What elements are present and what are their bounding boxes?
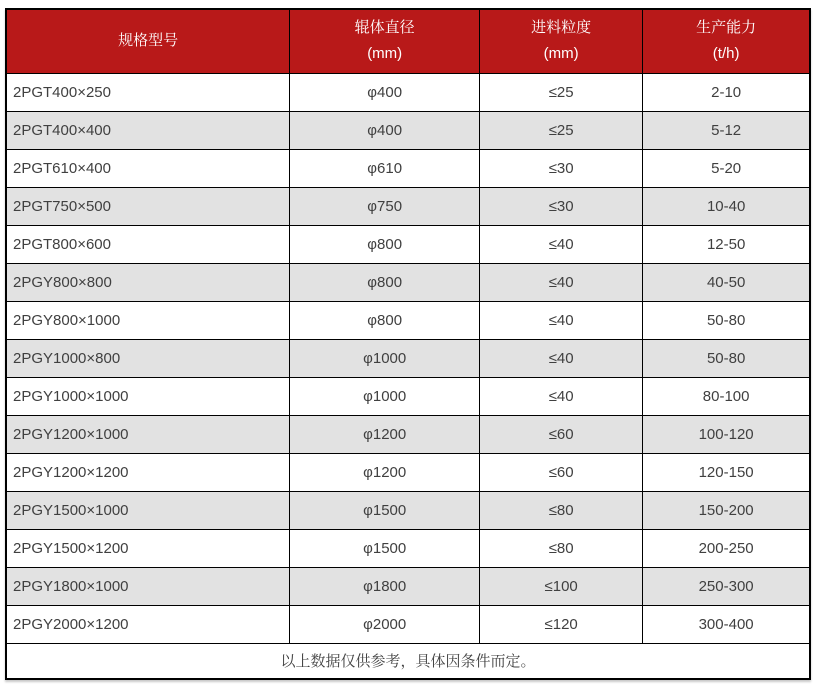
cell-capacity: 150-200 [643, 491, 810, 529]
header-model [6, 9, 290, 73]
cell-feed-size: ≤80 [480, 491, 643, 529]
table-row [6, 187, 810, 225]
cell-model: 2PGY1500×1000 [6, 491, 290, 529]
table-row [6, 73, 810, 111]
cell-roller-diameter: φ800 [290, 225, 480, 263]
cell-capacity: 300-400 [643, 605, 810, 643]
header-model-title: 规格型号 [118, 32, 179, 50]
header-feed-size-unit: (mm) [543, 45, 579, 63]
cell-roller-diameter: φ1200 [290, 453, 480, 491]
cell-roller-diameter: φ1500 [290, 491, 480, 529]
table-body [6, 73, 810, 643]
cell-feed-size: ≤40 [480, 339, 643, 377]
cell-model: 2PGY1200×1200 [6, 453, 290, 491]
cell-feed-size: ≤120 [480, 605, 643, 643]
cell-capacity: 50-80 [643, 301, 810, 339]
table-row [6, 339, 810, 377]
cell-feed-size: ≤60 [480, 453, 643, 491]
table-row [6, 605, 810, 643]
cell-capacity: 120-150 [643, 453, 810, 491]
cell-feed-size: ≤30 [480, 149, 643, 187]
cell-model: 2PGY1500×1200 [6, 529, 290, 567]
cell-feed-size: ≤60 [480, 415, 643, 453]
cell-model: 2PGY2000×1200 [6, 605, 290, 643]
cell-model: 2PGY1000×1000 [6, 377, 290, 415]
table-row [6, 377, 810, 415]
table-row [6, 111, 810, 149]
cell-model: 2PGY800×800 [6, 263, 290, 301]
table-row [6, 453, 810, 491]
cell-model: 2PGT400×250 [6, 73, 290, 111]
table-row [6, 415, 810, 453]
header-capacity-unit: (t/h) [712, 45, 740, 63]
header-row [6, 9, 810, 73]
cell-capacity: 5-20 [643, 149, 810, 187]
cell-model: 2PGT610×400 [6, 149, 290, 187]
cell-feed-size: ≤40 [480, 377, 643, 415]
cell-capacity: 2-10 [643, 73, 810, 111]
cell-roller-diameter: φ1000 [290, 377, 480, 415]
cell-roller-diameter: φ400 [290, 111, 480, 149]
table-row [6, 301, 810, 339]
cell-model: 2PGT750×500 [6, 187, 290, 225]
cell-roller-diameter: φ1800 [290, 567, 480, 605]
header-roller-diameter-title: 辊体直径 [354, 19, 415, 37]
cell-roller-diameter: φ1500 [290, 529, 480, 567]
cell-capacity: 50-80 [643, 339, 810, 377]
header-roller-diameter-unit: (mm) [367, 45, 403, 63]
cell-capacity: 10-40 [643, 187, 810, 225]
cell-feed-size: ≤80 [480, 529, 643, 567]
cell-roller-diameter: φ750 [290, 187, 480, 225]
cell-roller-diameter: φ610 [290, 149, 480, 187]
cell-feed-size: ≤25 [480, 111, 643, 149]
cell-capacity: 40-50 [643, 263, 810, 301]
cell-feed-size: ≤100 [480, 567, 643, 605]
cell-capacity: 250-300 [643, 567, 810, 605]
cell-model: 2PGY800×1000 [6, 301, 290, 339]
header-feed-size-title: 进料粒度 [531, 19, 592, 37]
cell-feed-size: ≤40 [480, 225, 643, 263]
cell-model: 2PGY1200×1000 [6, 415, 290, 453]
table-row [6, 225, 810, 263]
footer-row [6, 643, 810, 679]
specification-table [5, 8, 811, 680]
header-capacity [643, 9, 810, 73]
cell-roller-diameter: φ1200 [290, 415, 480, 453]
table-row [6, 491, 810, 529]
footer-note: 以上数据仅供参考，具体因条件而定。 [6, 643, 810, 679]
cell-roller-diameter: φ1000 [290, 339, 480, 377]
table-row [6, 567, 810, 605]
header-feed-size [480, 9, 643, 73]
table-row [6, 529, 810, 567]
cell-capacity: 200-250 [643, 529, 810, 567]
header-roller-diameter [290, 9, 480, 73]
cell-roller-diameter: φ2000 [290, 605, 480, 643]
cell-capacity: 80-100 [643, 377, 810, 415]
cell-capacity: 5-12 [643, 111, 810, 149]
cell-feed-size: ≤25 [480, 73, 643, 111]
cell-model: 2PGY1000×800 [6, 339, 290, 377]
cell-roller-diameter: φ800 [290, 263, 480, 301]
cell-capacity: 100-120 [643, 415, 810, 453]
table-row [6, 149, 810, 187]
cell-feed-size: ≤30 [480, 187, 643, 225]
header-capacity-title: 生产能力 [696, 19, 757, 37]
table-header [6, 9, 810, 73]
cell-model: 2PGT400×400 [6, 111, 290, 149]
cell-feed-size: ≤40 [480, 263, 643, 301]
cell-model: 2PGY1800×1000 [6, 567, 290, 605]
table-footer [6, 643, 810, 679]
table-row [6, 263, 810, 301]
cell-roller-diameter: φ800 [290, 301, 480, 339]
cell-capacity: 12-50 [643, 225, 810, 263]
cell-roller-diameter: φ400 [290, 73, 480, 111]
cell-feed-size: ≤40 [480, 301, 643, 339]
cell-model: 2PGT800×600 [6, 225, 290, 263]
